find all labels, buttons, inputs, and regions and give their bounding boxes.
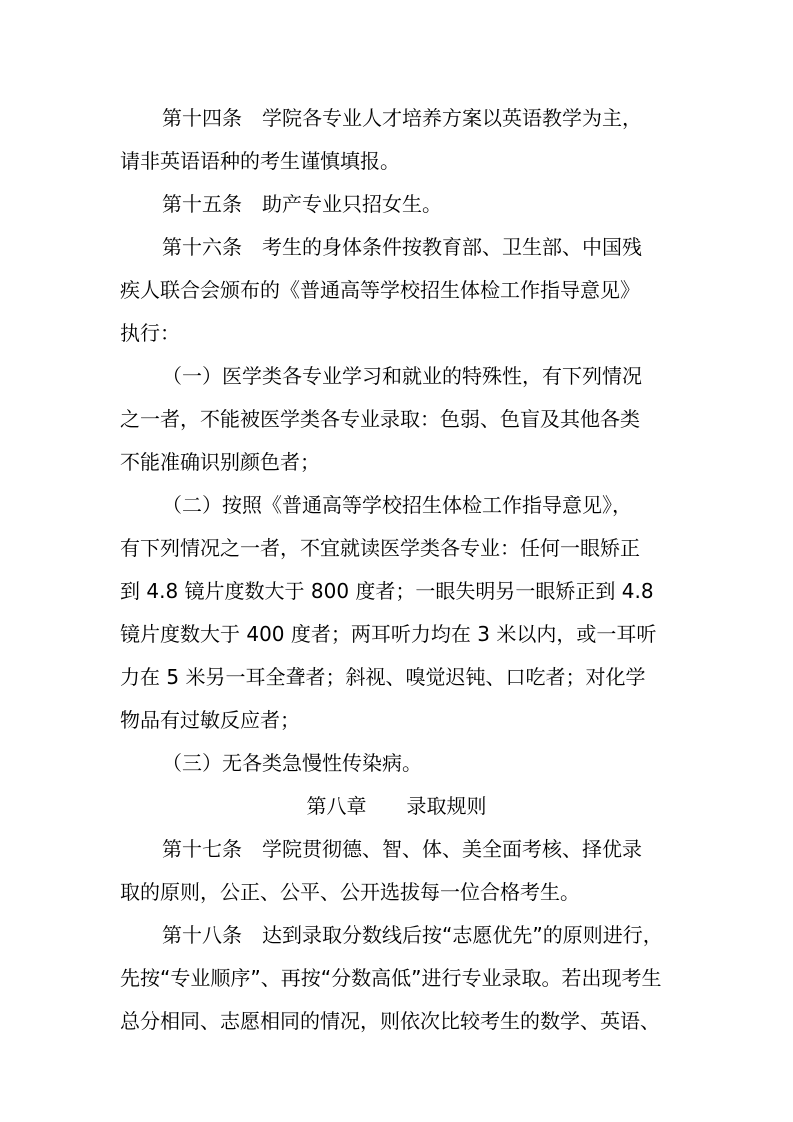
clause-2-line-3: 到 4.8 镜片度数大于 800 度者；一眼失明另一眼矫正到 4.8	[120, 579, 654, 603]
chapter-8-heading: 第八章 录取规则	[306, 794, 487, 818]
article-15-line-1: 第十五条 助产专业只招女生。	[162, 192, 442, 216]
clause-2-line-5: 力在 5 米另一耳全聋者；斜视、嗅觉迟钝、口吃者；对化学	[120, 665, 646, 689]
clause-1-line-1: （一）医学类各专业学习和就业的特殊性，有下列情况	[162, 364, 642, 388]
article-17-line-2: 取的原则，公正、公平、公开选拔每一位合格考生。	[120, 880, 580, 904]
article-17-line-1: 第十七条 学院贯彻德、智、体、美全面考核、择优录	[162, 837, 642, 861]
article-18-line-1: 第十八条 达到录取分数线后按“志愿优先”的原则进行，	[162, 923, 663, 947]
article-16-line-3: 执行：	[120, 321, 180, 345]
clause-3-line-1: （三）无各类急慢性传染病。	[162, 751, 422, 775]
clause-2-line-4: 镜片度数大于 400 度者；两耳听力均在 3 米以内，或一耳听	[120, 622, 657, 646]
article-18-line-2: 先按“专业顺序”、再按“分数高低”进行专业录取。若出现考生	[120, 966, 662, 990]
clause-2-line-6: 物品有过敏反应者；	[120, 708, 300, 732]
article-18-line-3: 总分相同、志愿相同的情况，则依次比较考生的数学、英语、	[120, 1009, 660, 1033]
clause-1-line-2: 之一者，不能被医学类各专业录取：色弱、色盲及其他各类	[120, 407, 640, 431]
article-14-line-2: 请非英语语种的考生谨慎填报。	[120, 149, 400, 173]
article-16-line-1: 第十六条 考生的身体条件按教育部、卫生部、中国残	[162, 235, 642, 259]
clause-2-line-1: （二）按照《普通高等学校招生体检工作指导意见》，	[162, 493, 632, 517]
clause-2-line-2: 有下列情况之一者，不宜就读医学类各专业：任何一眼矫正	[120, 536, 640, 560]
article-16-line-2: 疾人联合会颁布的《普通高等学校招生体检工作指导意见》	[120, 278, 640, 302]
clause-1-line-3: 不能准确识别颜色者；	[120, 450, 320, 474]
article-14-line-1: 第十四条 学院各专业人才培养方案以英语教学为主，	[162, 106, 642, 130]
